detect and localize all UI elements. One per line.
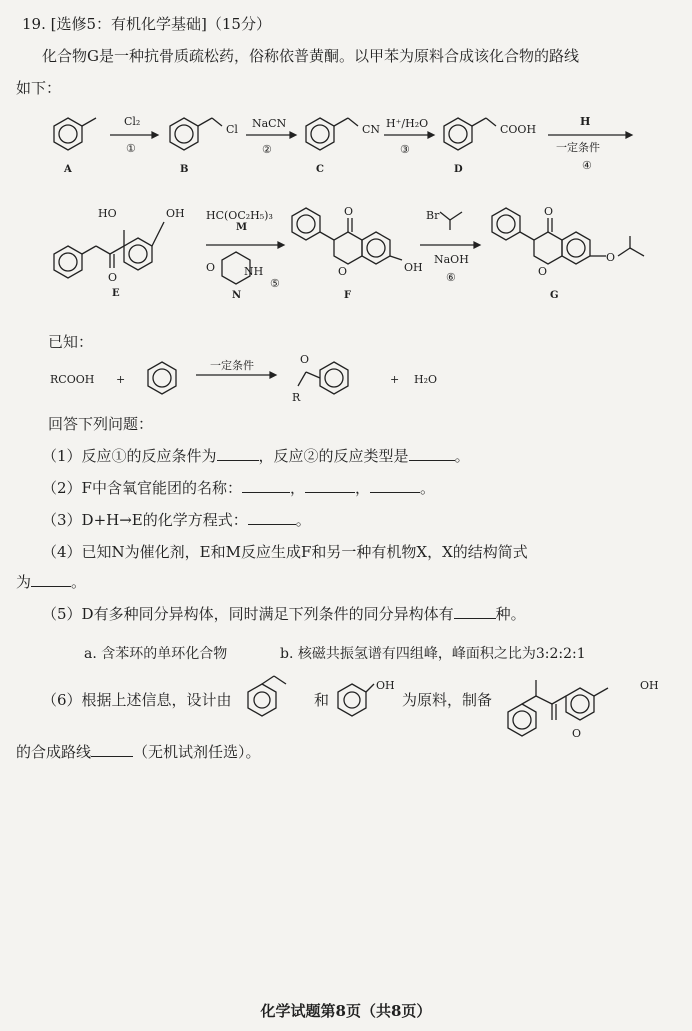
q6-pre: （6）根据上述信息，设计由 [42, 691, 232, 709]
n-group-o: O [206, 261, 216, 274]
step5-num: ⑤ [270, 277, 280, 290]
label-c: C [316, 164, 324, 175]
reagent-br: Br [426, 209, 440, 222]
step2-reagent: NaCN [252, 117, 287, 130]
question-1: （1）反应①的反应条件为 ，反应②的反应类型是 。 [42, 447, 470, 465]
page-footer: 化学试题第8页（共8页） [260, 1002, 432, 1020]
q6-blank[interactable] [91, 742, 133, 757]
q1-blank-2[interactable] [409, 446, 455, 461]
q5-condition-b: b. 核磁共振氢谱有四组峰，峰面积之比为3:2:2:1 [280, 646, 586, 662]
known-benzene-structure [142, 360, 182, 400]
e-group-oh: OH [166, 207, 185, 220]
step4-num: ④ [582, 159, 592, 172]
label-d: D [454, 164, 463, 175]
known-plus2: + [390, 373, 400, 386]
q6-target-oh: OH [640, 679, 659, 692]
e-group-o: O [108, 271, 118, 284]
answer-intro: 回答下列问题： [48, 415, 154, 433]
q5-condition-a: a. 含苯环的单环化合物 [84, 646, 228, 662]
step5-reagent: HC(OC₂H₅)₃ [206, 209, 273, 222]
arrow-step6 [420, 240, 480, 250]
step4-reagent: H [580, 115, 591, 128]
n-group-nh: NH [244, 265, 264, 278]
q4-blank[interactable] [31, 572, 71, 587]
group-cooh: COOH [500, 123, 537, 136]
q1-blank-1[interactable] [217, 446, 259, 461]
step3-reagent: H⁺/H₂O [386, 117, 429, 130]
label-n: N [232, 290, 242, 301]
step1-num: ① [126, 142, 136, 155]
q3-blank[interactable] [248, 510, 296, 525]
step2-num: ② [262, 143, 272, 156]
compound-a-structure [46, 112, 106, 162]
group-cn: CN [362, 123, 381, 136]
label-a: A [64, 164, 72, 175]
f-group-o-ring: O [338, 265, 348, 278]
e-group-ho: HO [98, 207, 117, 220]
known-title: 已知： [48, 333, 94, 351]
q2-blank-1[interactable] [242, 478, 290, 493]
arrow-step5 [206, 240, 284, 250]
q5-blank[interactable] [454, 604, 496, 619]
known-o: O [300, 353, 310, 366]
known-condition: 一定条件 [210, 359, 254, 372]
label-e: E [112, 288, 120, 299]
question-header: 19. [选修5：有机化学基础]（15分） [22, 15, 271, 33]
label-m: M [236, 222, 248, 233]
g-group-o-ether: O [606, 251, 616, 264]
step4-condition: 一定条件 [556, 141, 600, 154]
known-h2o: H₂O [414, 373, 438, 386]
known-plus1: + [116, 373, 126, 386]
isopropyl-bromide-structure [440, 206, 470, 232]
question-2: （2）F中含氧官能团的名称： ， ， 。 [42, 479, 435, 497]
step1-reagent: Cl₂ [124, 115, 141, 128]
q6-and: 和 [314, 691, 330, 709]
question-6-line-2: 的合成路线 （无机试剂任选）。 [16, 743, 261, 761]
q2-blank-3[interactable] [370, 478, 420, 493]
question-4-line-2: 为 。 [16, 573, 87, 591]
intro-line-2: 如下： [16, 79, 62, 97]
q6-mid: 为原料，制备 [402, 691, 493, 709]
q6-ethylbenzene-structure [244, 680, 304, 720]
known-rcooh: RCOOH [50, 373, 95, 386]
group-cl: Cl [226, 123, 238, 136]
q6-target-o: O [572, 727, 582, 740]
label-g: G [550, 290, 559, 301]
f-group-o-carbonyl: O [344, 205, 354, 218]
question-3: （3）D+H→E的化学方程式： 。 [42, 511, 311, 529]
intro-line-1: 化合物G是一种抗骨质疏松药，俗称依普黄酮。以甲苯为原料合成该化合物的路线 [42, 47, 579, 65]
q6-phenol-oh: OH [376, 679, 395, 692]
step3-num: ③ [400, 143, 410, 156]
f-group-oh: OH [404, 261, 423, 274]
compound-g-structure [484, 200, 664, 290]
question-5: （5）D有多种同分异构体，同时满足下列条件的同分异构体有 种。 [42, 605, 526, 623]
label-b: B [180, 164, 189, 175]
label-f: F [344, 290, 352, 301]
g-group-o-ring: O [538, 265, 548, 278]
compound-f-structure [284, 200, 424, 290]
step6-num: ⑥ [446, 271, 456, 284]
g-group-o-carbonyl: O [544, 205, 554, 218]
question-4-line-1: （4）已知N为催化剂，E和M反应生成F和另一种有机物X，X的结构简式 [42, 543, 528, 561]
q2-blank-2[interactable] [305, 478, 355, 493]
step6-reagent: NaOH [434, 253, 469, 266]
known-r: R [292, 391, 301, 404]
